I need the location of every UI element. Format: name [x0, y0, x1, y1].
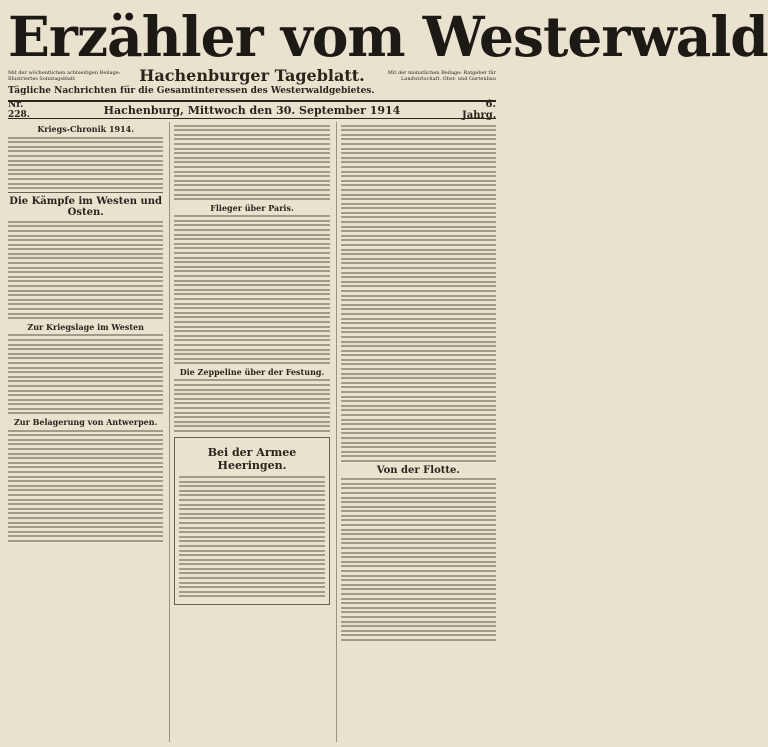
text-block: [174, 215, 329, 364]
text-block: [8, 221, 163, 319]
article-box: [174, 437, 329, 605]
headline: Zur Belagerung von Antwerpen.: [13, 417, 158, 428]
column-1: [8, 122, 163, 742]
text-block: [8, 430, 163, 542]
subtitle: Hachenburger Tageblatt.: [139, 66, 365, 85]
text-block: [8, 137, 163, 190]
headline: Die Kämpfe im Westen und Osten.: [9, 196, 163, 219]
headline: Bei der Armee Heeringen.: [207, 446, 297, 472]
dateline: [8, 100, 496, 119]
article-columns: [8, 122, 496, 742]
headline: Die Zeppeline über der Festung.: [179, 366, 325, 377]
subtitle-row: [8, 68, 496, 84]
mid-line: Tägliche Nachrichten für die Gesamtinteressen des Westerwaldgebietes.: [8, 86, 375, 96]
text-block: [174, 379, 329, 432]
headline: Von der Flotte.: [376, 464, 460, 476]
issue-number: Nr. 228.: [8, 100, 30, 120]
year: 6. Jahrg.: [462, 99, 497, 121]
column-3: [336, 122, 496, 742]
text-block: [8, 334, 163, 414]
rule: [8, 192, 163, 193]
text-block: [341, 478, 496, 641]
masthead-title: Erzähler vom Westerwald: [8, 4, 768, 69]
date: Hachenburg, Mittwoch den 30. September 1914: [103, 103, 401, 117]
text-block: [341, 125, 496, 462]
right-note: Mit der monatlichen Beilage: Ratgeber für Landwirtschaft, Obst- und Gartenbau: [387, 70, 496, 82]
headline: Flieger über Paris.: [210, 202, 294, 213]
column-2: [169, 122, 329, 742]
text-block: [179, 476, 324, 597]
left-note: Mit der wöchentlichen achtseitigen Beilage: Illustriertes Sonntagsblatt: [8, 70, 121, 82]
headline: Kriegs-Chronik 1914.: [37, 124, 134, 134]
info-row: [8, 84, 496, 98]
text-block: [174, 125, 329, 201]
headline: Zur Kriegslage im Westen: [27, 321, 144, 332]
